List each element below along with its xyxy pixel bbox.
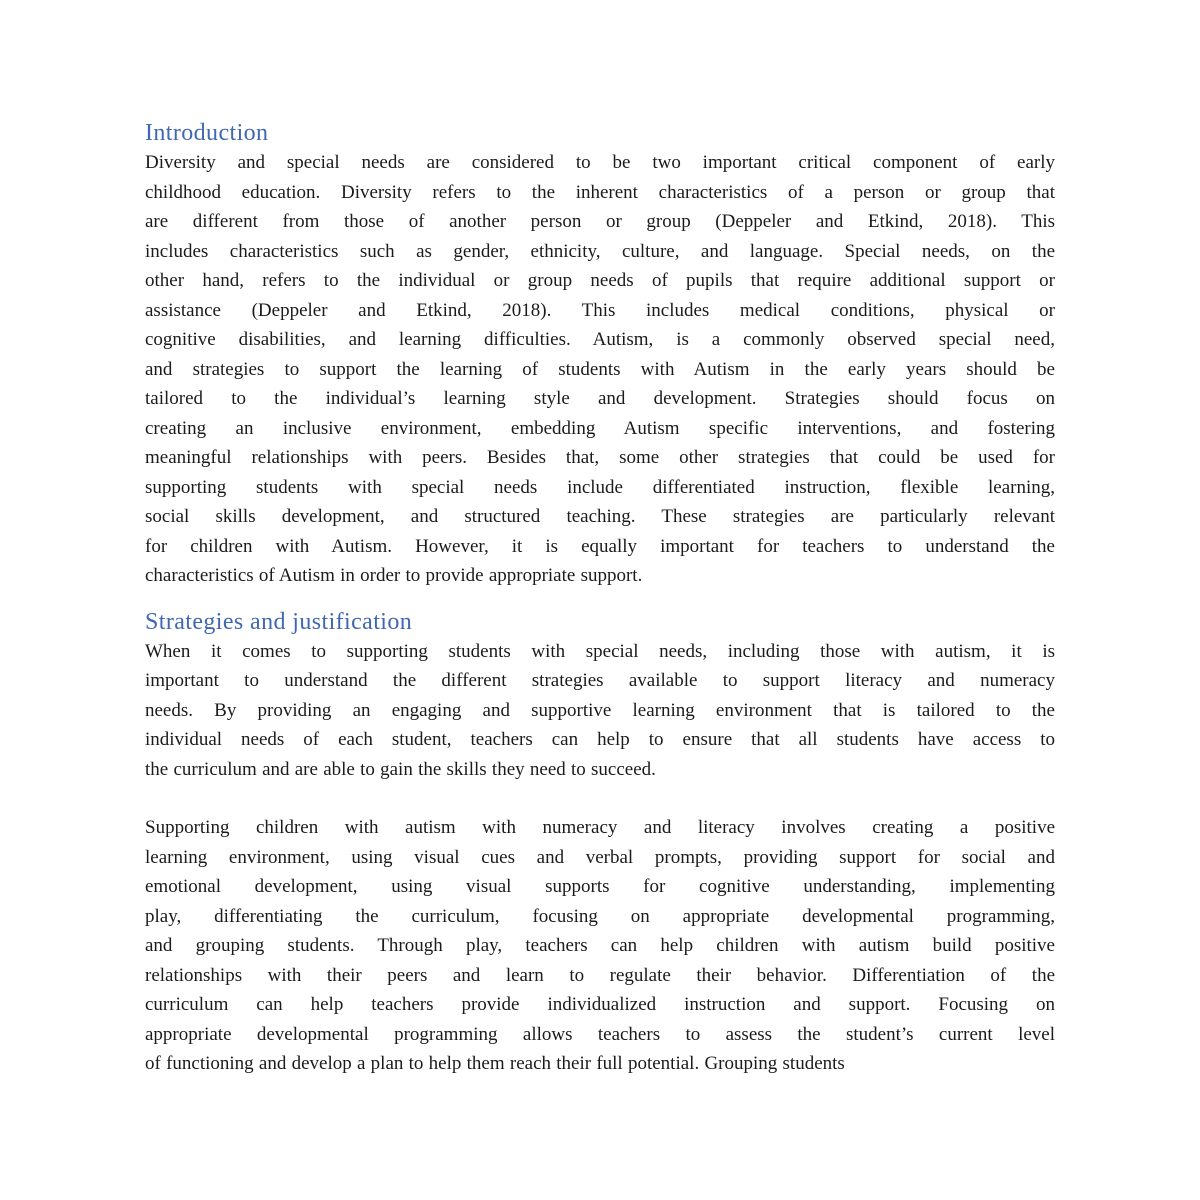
text-line: important to understand the different strategies available to support literacy and numeracy xyxy=(145,670,1055,691)
paragraph xyxy=(145,637,1055,785)
text-line: social skills development, and structured teaching. These strategies are particularly relevant xyxy=(145,506,1055,527)
text-line: the curriculum and are able to gain the skills they need to succeed. xyxy=(145,758,656,780)
text-line: other hand, refers to the individual or group needs of pupils that require additional support or xyxy=(145,270,1055,291)
text-line: supporting students with special needs include differentiated instruction, flexible learning, xyxy=(145,476,1055,498)
document-content xyxy=(145,118,1055,1079)
text-line: Diversity and special needs are considered to be two important critical component of early xyxy=(145,152,1055,173)
text-line: appropriate developmental programming allows teachers to assess the student’s current level xyxy=(145,1023,1055,1045)
text-line: characteristics of Autism in order to provide appropriate support. xyxy=(145,565,643,586)
text-line: are different from those of another person or group (Deppeler and Etkind, 2018). This xyxy=(145,211,1055,232)
text-line: individual needs of each student, teachers can help to ensure that all students have access to xyxy=(145,729,1055,750)
text-line: childhood education. Diversity refers to the inherent characteristics of a person or group that xyxy=(145,181,1055,203)
text-line: curriculum can help teachers provide individualized instruction and support. Focusing on xyxy=(145,994,1055,1015)
text-line: Supporting children with autism with numeracy and literacy involves creating a positive xyxy=(145,817,1055,838)
paragraph xyxy=(145,813,1055,1079)
section-body-strategies xyxy=(145,637,1055,1079)
text-line: needs. By providing an engaging and supportive learning environment that is tailored to the xyxy=(145,699,1055,721)
text-line: emotional development, using visual supports for cognitive understanding, implementing xyxy=(145,876,1055,897)
text-line: creating an inclusive environment, embedding Autism specific interventions, and fostering xyxy=(145,417,1055,439)
section-strategies-and-justification xyxy=(145,607,1055,1079)
section-heading-strategies: Strategies and justification xyxy=(145,608,413,635)
text-line: for children with Autism. However, it is equally important for teachers to understand the xyxy=(145,535,1055,557)
text-line: of functioning and develop a plan to help them reach their full potential. Grouping students xyxy=(145,1053,845,1074)
text-line: and strategies to support the learning of students with Autism in the early years should be xyxy=(145,358,1055,380)
paragraph xyxy=(145,148,1055,591)
section-heading-introduction: Introduction xyxy=(145,120,269,146)
text-line: tailored to the individual’s learning style and development. Strategies should focus on xyxy=(145,388,1055,409)
text-line: assistance (Deppeler and Etkind, 2018). This includes medical conditions, physical or xyxy=(145,299,1055,321)
text-line: play, differentiating the curriculum, focusing on appropriate developmental programming, xyxy=(145,905,1055,927)
text-line: When it comes to supporting students with special needs, including those with autism, it is xyxy=(145,640,1055,662)
section-introduction xyxy=(145,118,1055,591)
text-line: includes characteristics such as gender, ethnicity, culture, and language. Special needs, on the xyxy=(145,240,1055,262)
text-line: relationships with their peers and learn to regulate their behavior. Differentiation of the xyxy=(145,964,1055,986)
section-body-introduction xyxy=(145,148,1055,591)
text-line: and grouping students. Through play, teachers can help children with autism build positive xyxy=(145,935,1055,956)
text-line: meaningful relationships with peers. Besides that, some other strategies that could be used for xyxy=(145,447,1055,468)
text-line: cognitive disabilities, and learning difficulties. Autism, is a commonly observed special need, xyxy=(145,329,1055,350)
text-line: learning environment, using visual cues and verbal prompts, providing support for social and xyxy=(145,846,1055,868)
